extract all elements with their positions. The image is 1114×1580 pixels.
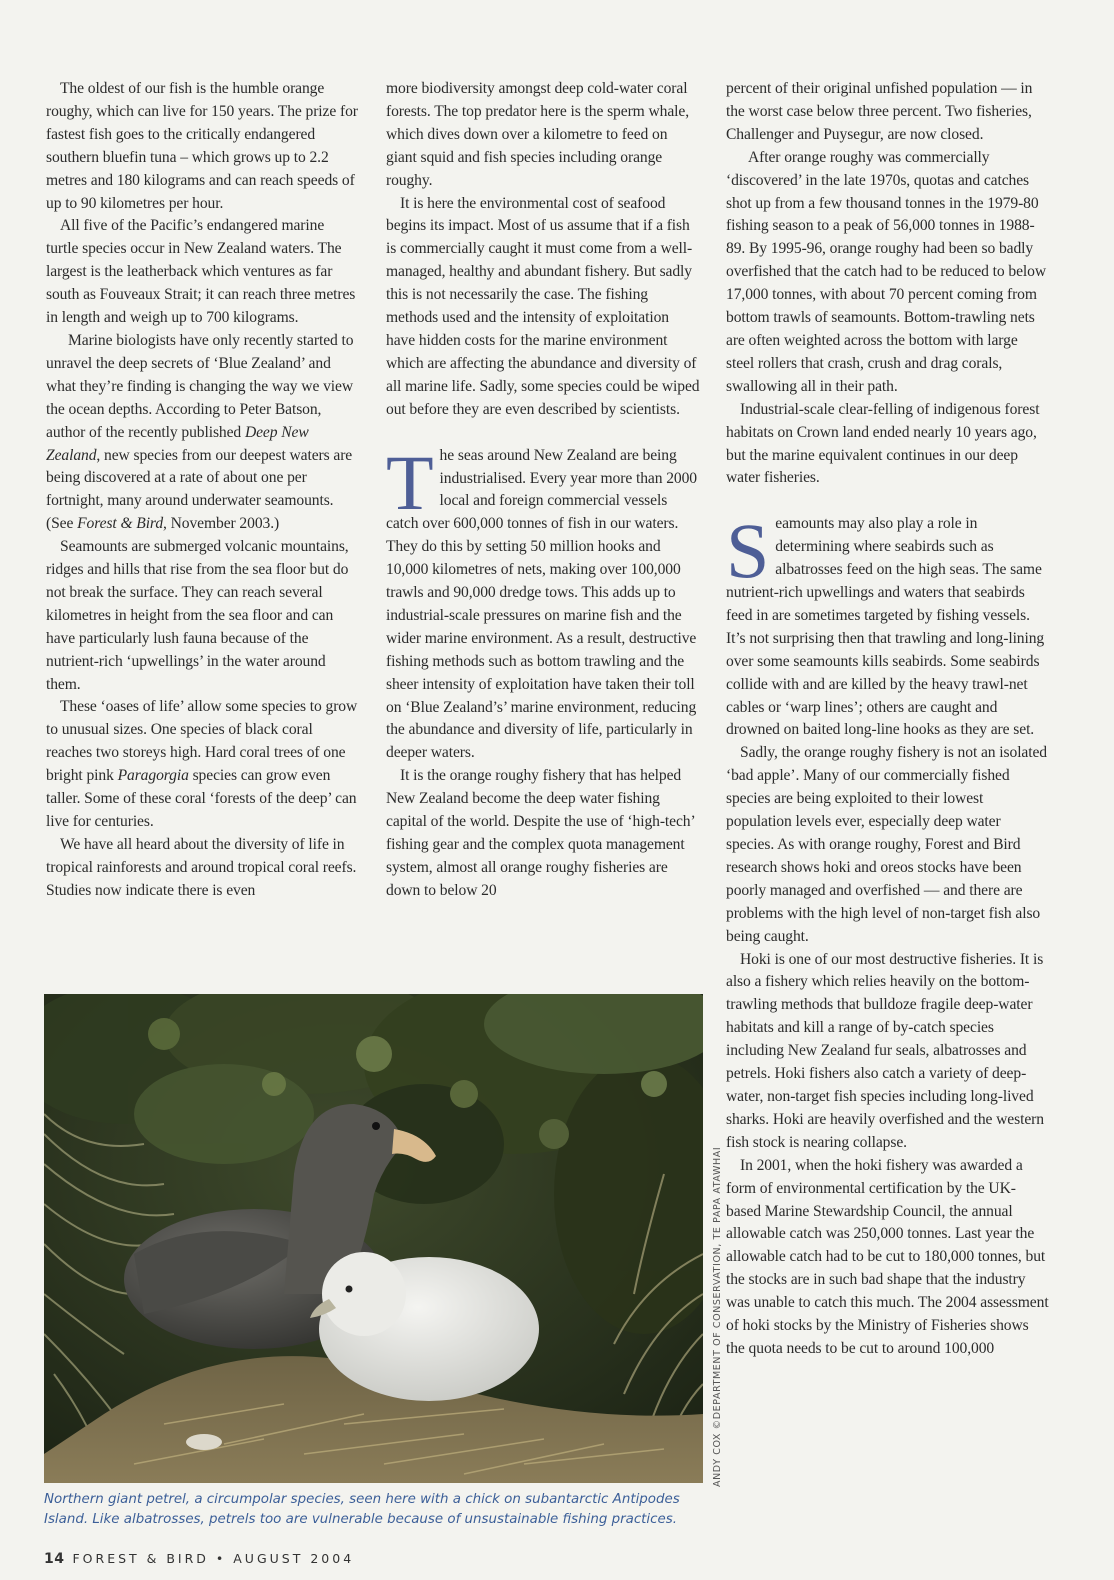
paragraph: We have all heard about the diversity of life in tropical rainforests and around tropical coral reefs. Studies now indicate there is even xyxy=(46,835,357,899)
paragraph: The oldest of our fish is the humble orange roughy, which can live for 150 years. The prize for fastest fish goes to the critically endangered southern bluefin tuna – which grows up to 2.2 metres and 180 kilograms and can reach speeds of up to 90 kilometres per hour. xyxy=(46,80,358,212)
paragraph: Sadly, the orange roughy fishery is not an isolated ‘bad apple’. Many of our commercially fished species are being exploited to their lowest population levels ever, especially deep water species. As with orange roughy, Forest and Bird research shows hoki and oreos stocks have been poorly managed and overfished — and there are problems with the high level of non-target fish also being caught. xyxy=(726,744,1047,945)
publication-line: FOREST & BIRD • AUGUST 2004 xyxy=(72,1551,355,1566)
paragraph: In 2001, when the hoki fishery was awarded a form of environmental certification by the UK-based Marine Stewardship Council, the annual allowable catch was 250,000 tonnes. Last year the allowable catch had to be cut to 180,000 tonnes, but the stocks are in such bad shape that the industry was unable to catch this much. The 2004 assessment of hoki stocks by the Ministry of Fisheries shows the quota needs to be cut to around 100,000 xyxy=(726,1156,1049,1357)
paragraph: Industrial-scale clear-felling of indigenous forest habitats on Crown land ended nearly 10 years ago, but the marine equivalent continues in our deep water fisheries. xyxy=(726,400,1040,487)
paragraph-text: These ‘oases of life’ allow some species to grow to unusual sizes. One species of black coral reaches two storeys high. Hard coral trees of one bright pink xyxy=(46,698,358,785)
book-title: Deep New Zealand xyxy=(46,423,309,464)
paragraph: Seamounts are submerged volcanic mountains, ridges and hills that rise from the sea floor but do not break the surface. They can reach several kilometres in height from the sea floor and can have particularly lush fauna because of the nutrient-rich ‘upwellings’ in the water around them. xyxy=(46,538,349,693)
stone xyxy=(186,1434,222,1450)
drop-cap: T xyxy=(386,438,434,526)
paragraph-text: species can grow even taller. Some of these coral ‘forests of the deep’ can live for centuries. xyxy=(46,767,357,830)
paragraph xyxy=(46,696,359,833)
paragraph-text: , November 2003.) xyxy=(163,515,280,533)
article-column-2 xyxy=(386,78,700,903)
page-footer xyxy=(44,1551,354,1567)
article-column-3 xyxy=(726,78,1049,1361)
paragraph: It is here the environmental cost of seafood begins its impact. Most of us assume that if a fish is commercially caught it must come from a well-managed, healthy and abundant fishery. But sadly this is not necessarily the case. The fishing methods used and the intensity of exploitation have hidden costs for the marine environment which are affecting the abundance and diversity of all marine life. Sadly, some species could be wiped out before they are even described by scientists. xyxy=(386,194,700,418)
paragraph: percent of their original unfished population — in the worst case below three percent. Two fisheries, Challenger and Puysegur, are now closed. xyxy=(726,80,1033,143)
paragraph-text: eamounts may also play a role in determining where seabirds such as albatrosses feed on the high seas. The same nutrient-rich upwellings and waters that seabirds feed in are sometimes targeted by fishing vessels. It’s not surprising then that trawling and long-lining over some seamounts kills seabirds. Some seabirds collide with and are killed by the heavy trawl-net cables or ‘warp lines’; others are caught and drowned on baited long-line hooks as they are set. xyxy=(726,515,1045,739)
photo-credit: ANDY COX ©DEPARTMENT OF CONSERVATION, TE PAPA ATAWHAI xyxy=(712,1146,723,1487)
page-number: 14 xyxy=(44,1551,65,1567)
petrel-photo xyxy=(44,994,703,1483)
photo-illustration xyxy=(44,994,703,1483)
photo-caption: Northern giant petrel, a circumpolar species, seen here with a chick on subantarctic Antipodes Island. Like albatrosses, petrels too are vulnerable because of unsustainable fishing practices. xyxy=(44,1492,680,1527)
paragraph-dropcap xyxy=(726,507,1049,742)
drop-cap: S xyxy=(726,507,770,595)
paragraph: more biodiversity amongst deep cold-water coral forests. The top predator here is the sperm whale, which dives down over a kilometre to feed on giant squid and fish species including orange roughy. xyxy=(386,80,690,189)
paragraph-text: Marine biologists have only recently started to unravel the deep secrets of ‘Blue Zealand’ and what they’re finding is changing the way we view the ocean depths. According to Peter Batson, author of the recently published xyxy=(46,331,354,441)
paragraph: All five of the Pacific’s endangered marine turtle species occur in New Zealand waters. The largest is the leatherback which ventures as far south as Fouveaux Strait; it can reach three metres in length and weigh up to 700 kilograms. xyxy=(46,217,356,327)
paragraph-text: , new species from our deepest waters are being discovered at a rate of about one per fortnight, many around underwater seamounts. (See xyxy=(46,446,353,533)
paragraph-dropcap xyxy=(386,438,700,766)
paragraph: Hoki is one of our most destructive fisheries. It is also a fishery which relies heavily on the bottom-trawling methods that bulldoze fragile deep-water habitats and kill a range of by-catch species including New Zealand fur seals, albatrosses and petrels. Hoki fishers also catch a variety of deep-water, non-target fish species including long-lived sharks. Hoki are heavily overfished and the western fish stock is nearing collapse. xyxy=(726,950,1044,1151)
paragraph: After orange roughy was commercially ‘discovered’ in the late 1970s, quotas and catches shot up from a few thousand tonnes in the 1979-80 fishing season to a peak of 56,000 tonnes in 1988-89. By 1995-96, orange roughy had been so badly overfished that the catch had to be reduced to below 17,000 tonnes, with about 70 percent coming from bottom trawls of seamounts. Bottom-trawling nets are often weighted across the bottom with large steel rollers that crash, crush and drag corals, swallowing all in their path. xyxy=(726,148,1046,395)
paragraph-text: he seas around New Zealand are being industrialised. Every year more than 2000 local and foreign commercial vessels catch over 600,000 tonnes of fish in our waters. They do this by setting 50 million hooks and 10,000 kilometres of nets, making over 100,000 trawls and 90,000 dredge tows. This adds up to industrial-scale pressures on marine fish and the wider marine environment. As a result, destructive fishing methods such as bottom trawling and the sheer intensity of exploitation have taken their toll on ‘Blue Zealand’s’ marine environment, reducing the abundance and diversity of life, particularly in deeper waters. xyxy=(386,446,698,762)
paragraph: It is the orange roughy fishery that has helped New Zealand become the deep water fishing capital of the world. Despite the use of ‘high-tech’ fishing gear and the complex quota management system, almost all orange roughy fisheries are down to below 20 xyxy=(386,767,695,899)
magazine-title: Forest & Bird xyxy=(77,515,164,533)
paragraph xyxy=(46,330,359,536)
article-column-1 xyxy=(46,78,359,903)
genus-name: Paragorgia xyxy=(117,767,189,785)
